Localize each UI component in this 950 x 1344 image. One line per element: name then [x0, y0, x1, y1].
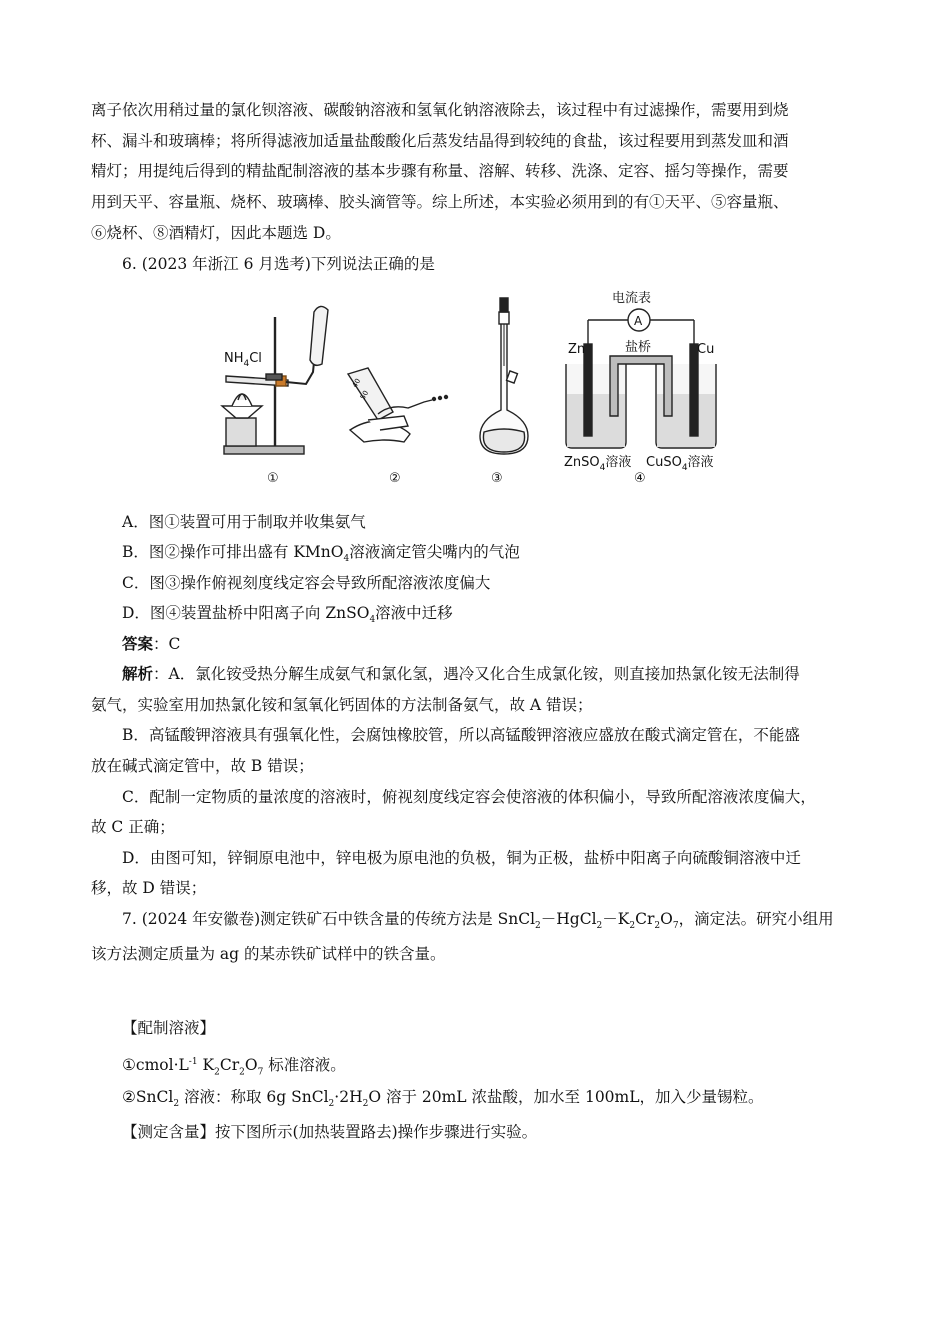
analysis-d-2: 移，故 D 错误； — [91, 879, 207, 897]
fig4-galvanic-cell — [566, 309, 716, 448]
analysis-b-1: B．高锰酸钾溶液具有强氧化性，会腐蚀橡胶管，所以高锰酸钾溶液应盛放在酸式滴定管在，不能盛 — [122, 726, 800, 744]
option-c: C．图③操作俯视刻度线定容会导致所配溶液浓度偏大 — [122, 574, 491, 592]
fig3-volumetric-flask — [480, 298, 528, 454]
q7-stem-2: 该方法测定质量为 ag 的某赤铁矿试样中的铁含量。 — [91, 945, 446, 963]
analysis-d-1: D．由图可知，锌铜原电池中，锌电极为原电池的负极，铜为正极，盐桥中阳离子向硫酸铜溶液中迁 — [122, 849, 801, 867]
burette-mark-50: 50 — [358, 389, 371, 401]
salt-bridge-label: 盐桥 — [625, 340, 652, 355]
analysis-a-2: 氨气，实验室用加热氯化铵和氢氧化钙固体的方法制备氨气，故 A 错误； — [91, 696, 593, 714]
cu-label: Cu — [697, 342, 715, 357]
intro-line-4: 用到天平、容量瓶、烧杯、玻璃棒、胶头滴管等。综上所述，本实验必须用到的有①天平、⑤容量瓶、 — [91, 193, 789, 211]
option-d: D．图④装置盐桥中阳离子向 ZnSO$_4$溶液中迁移 — [122, 604, 453, 626]
analysis-a-1: 解析：A．氯化铵受热分解生成氨气和氯化氢，遇冷又化合生成氯化铵，则直接加热氯化铵无法制得 — [122, 664, 800, 683]
analysis-c-1: C．配制一定物质的量浓度的溶液时，俯视刻度线定容会使溶液的体积偏小，导致所配溶液浓度偏大， — [122, 788, 816, 806]
burette-mark-40: 40 — [350, 377, 363, 389]
analysis-c-2: 故 C 正确； — [91, 818, 175, 836]
fig1-caption: ① — [267, 471, 279, 486]
fig4-caption: ④ — [634, 471, 646, 486]
q6-stem: 6. (2023 年浙江 6 月选考)下列说法正确的是 — [122, 255, 435, 273]
option-a: A．图①装置可用于制取并收集氨气 — [122, 513, 366, 531]
analysis-b-2: 放在碱式滴定管中，故 B 错误； — [91, 757, 314, 775]
fig2-burette-hand — [348, 368, 448, 442]
reagent-1: $①cmol\cdot L^{-1}$ $K_2Cr_2O_7$ 标准溶液。 — [122, 1056, 346, 1078]
q6-figure — [218, 282, 738, 490]
fig3-caption: ③ — [491, 471, 503, 486]
intro-line-1: 离子依次用稍过量的氯化钡溶液、碳酸钠溶液和氢氧化钠溶液除去，该过程中有过滤操作，需要用到烧 — [91, 101, 789, 119]
section-prepare-solution: 【配制溶液】 — [122, 1019, 216, 1037]
intro-line-5: ⑥烧杯、⑧酒精灯，因此本题选 D。 — [91, 224, 341, 242]
intro-line-3: 精灯；用提纯后得到的精盐配制溶液的基本步骤有称量、溶解、转移、洗涤、定容、摇匀等操作，需要 — [91, 162, 789, 180]
nh4cl-label: $NH_4Cl$ — [224, 351, 262, 369]
zn-label: Zn — [568, 342, 586, 357]
answer: 答案：C — [122, 634, 181, 653]
intro-line-2: 杯、漏斗和玻璃棒；将所得滤液加适量盐酸酸化后蒸发结晶得到较纯的食盐，该过程要用到蒸发皿和酒 — [91, 132, 789, 150]
fig2-caption: ② — [389, 471, 401, 486]
apparatus-drawing — [218, 282, 738, 490]
q7-stem-1: 7. (2024 年安徽卷)测定铁矿石中铁含量的传统方法是 $SnCl_2-HgCl_2-K_2Cr_2O_7$，滴定法。研究小组用 — [122, 910, 834, 932]
ammeter-label: 电流表 — [612, 291, 652, 306]
section-measure: 【测定含量】按下图所示(加热装置路去)操作步骤进行实验。 — [122, 1123, 538, 1141]
znso4-label: ZnSO$_4$溶液 — [564, 455, 632, 473]
option-b: B．图②操作可排出盛有 KMnO$_4$溶液滴定管尖嘴内的气泡 — [122, 543, 520, 565]
fig1-ammonia-apparatus — [222, 306, 328, 454]
cuso4-label: CuSO$_4$溶液 — [646, 455, 714, 473]
reagent-2: ②SnCl$_2$ 溶液：称取 6g $SnCl_2\cdot 2H_2O$ 溶于 20mL 浓盐酸，加水至 100mL，加入少量锡粒。 — [122, 1088, 764, 1110]
ammeter-symbol: A — [634, 314, 643, 328]
